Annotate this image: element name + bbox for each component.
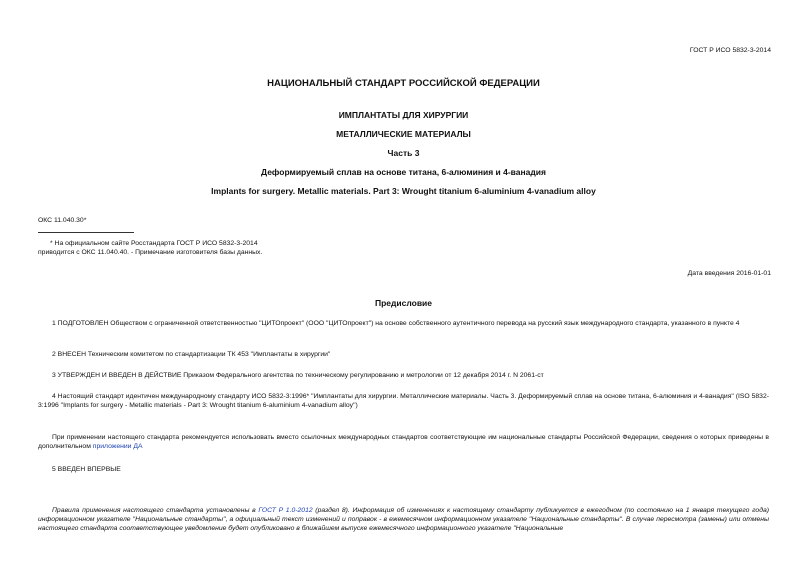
preface-item-3: 3 УТВЕРЖДЕН И ВВЕДЕН В ДЕЙСТВИЕ Приказом Федерального агентства по техническому регулированию и метрологии от 12 декабря 2014 г. N 2061-ст (52, 372, 544, 379)
title-line-2: МЕТАЛЛИЧЕСКИЕ МАТЕРИАЛЫ (336, 129, 471, 139)
part-label: Часть 3 (387, 148, 420, 158)
standard-type-heading: НАЦИОНАЛЬНЫЙ СТАНДАРТ РОССИЙСКОЙ ФЕДЕРАЦИИ (267, 78, 540, 89)
rules-text-start: Правила применения настоящего стандарта установлены в (52, 507, 259, 514)
preface-item-1: 1 ПОДГОТОВЛЕН Обществом с ограниченной ответственностью "ЦИТОпроект" (ООО "ЦИТОпроект") на основе собственного аутентичного перевода на русский язык международного стандарта, указанного в пункте 4 (52, 320, 740, 327)
reference-note-text: При применении настоящего стандарта рекомендуется использовать вместо ссылочных международных стандартов соответствующие им национальные стандарты Российской Федерации, сведения о которых приведены в дополнительном (38, 434, 769, 450)
document-code: ГОСТ Р ИСО 5832-3-2014 (689, 47, 771, 54)
oks-code: ОКС 11.040.30* (38, 217, 87, 224)
footnote-line-1: * На официальном сайте Росстандарта ГОСТ Р ИСО 5832-3-2014 (50, 240, 258, 247)
gost-r-1-0-2012-link[interactable]: ГОСТ Р 1.0-2012 (258, 507, 313, 514)
subtitle-russian: Деформируемый сплав на основе титана, 6-алюминия и 4-ванадия (261, 167, 546, 177)
subtitle-english: Implants for surgery. Metallic materials. Part 3: Wrought titanium 6-aluminium 4-vanadium alloy (211, 186, 596, 196)
footnote-line-2: приводится с ОКС 11.040.40. - Примечание изготовителя базы данных. (38, 249, 263, 256)
application-rules-note (38, 506, 769, 533)
preface-heading: Предисловие (374, 298, 433, 308)
reference-standards-note (38, 433, 769, 451)
title-line-1: ИМПЛАНТАТЫ ДЛЯ ХИРУРГИИ (338, 110, 469, 120)
rules-text-end: (раздел 8). Информация об изменениях к настоящему стандарту публикуется в ежегодном (по состоянию на 1 января текущего года) информационном указателе "Национальные стандарты", а официальный текст изменений и поправок - в ежемесячном информационном указателе "Национальные стандарты". В случае пересмотра (замены) или отмены настоящего стандарта соответствующее уведомление будет опубликовано в ближайшем выпуске ежемесячного информационного указателе "Национальные (38, 507, 769, 532)
appendix-da-link[interactable]: приложении ДА (92, 443, 143, 450)
introduction-date: Дата введения 2016-01-01 (687, 270, 771, 277)
preface-item-2: 2 ВНЕСЕН Техническим комитетом по стандартизации ТК 453 "Имплантаты в хирургии" (52, 351, 331, 358)
preface-item-5: 5 ВВЕДЕН ВПЕРВЫЕ (52, 466, 121, 473)
preface-item-4: 4 Настоящий стандарт идентичен международному стандарту ИСО 5832-3:1996* "Имплантаты для хирургии. Металлические материалы. Часть 3. Деформируемый сплав на основе титана, 6-алюминия и 4-ванадия" (ISO 5832-3:1996 "Implants for surgery - Metallic materials - Part 3: Wrought titanium 6-aluminium 4-vanadium alloy") (38, 393, 769, 409)
footnote-divider (38, 232, 134, 233)
